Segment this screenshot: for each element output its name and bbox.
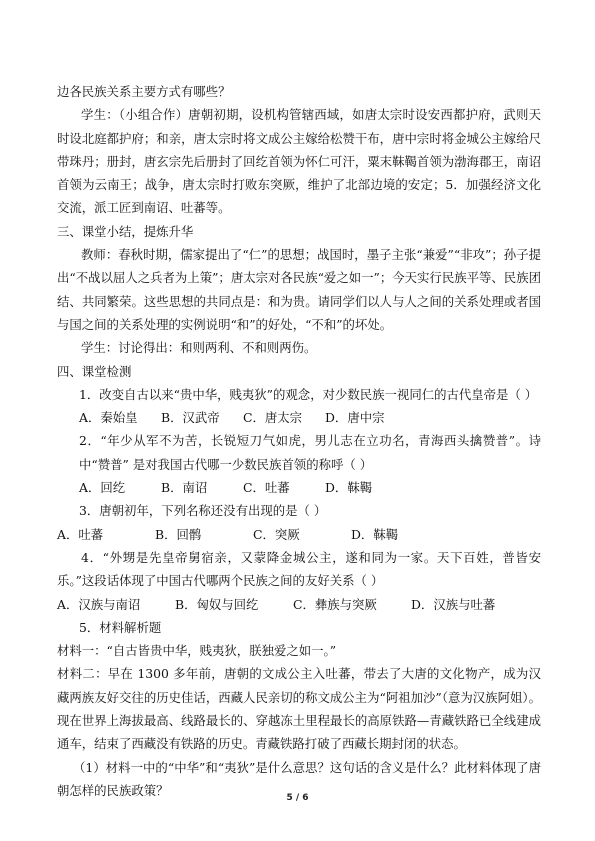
material-1: 材料一：“自古皆贵中华，贱夷狄，朕独爱之如一。” (57, 643, 337, 659)
material-2: 材料二：早在 1300 多年前，唐朝的文成公主入吐蕃，带去了大唐的文化物产，成为汉藏两族友好交往的历史佳话，西藏人民亲切的称文成公主为“阿祖加沙”（意为汉族阿姐）。现在世界上海拔最高、线路最长的、穿越冻土里程最长的高原铁路—青藏铁路已全线建成通车，结束了西藏没有铁路的历史。青藏铁路打破了西藏长期封闭的状态。 (57, 666, 541, 752)
section-heading: 三、课堂小结，提炼升华 (57, 223, 194, 239)
question-1: 1．改变自古以来“贵中华，贱夷狄”的观念，对少数民族一视同仁的古代皇帝是（ ） (79, 386, 538, 402)
question-1-options (57, 406, 541, 429)
option: D．唐中宗 (325, 410, 385, 426)
question-2-options (57, 476, 541, 499)
student-answer: 学生：（小组合作）唐朝初期，设机构管辖西域，如唐太宗时设安西都护府，武则天时设北庭都护府；和亲，唐太宗时将文成公主嫁给松赞干布，唐中宗时将金城公主嫁给尺带珠丹；册封，唐玄宗先后册封了回纥首领为怀仁可汗，粟末靺鞨首领为渤海郡王，南诏首领为云南王；战争，唐太宗时打败东突厥，维护了北部边境的安定；5．加强经济文化交流，派工匠到南诏、吐蕃等。 (57, 107, 541, 216)
page-content (57, 80, 541, 802)
option: B．匈奴与回纥 (175, 596, 259, 612)
option: B．南诏 (161, 480, 208, 496)
teacher-paragraph: 教师：春秋时期，儒家提出了“仁”的思想；战国时，墨子主张“兼爱”“非攻”；孙子提出“不战以屈人之兵者为上策”；唐太宗对各民族“爱之如一”；今天实行民族平等、民族团结、共同繁荣。这些思想的共同点是：和为贵。请同学们以人与人之间的关系处理或者国与国之间的关系处理的实例说明“和”的好处，“不和”的坏处。 (57, 247, 541, 332)
text-line: 边各民族关系主要方式有哪些？ (57, 84, 231, 99)
option: C．突厥 (253, 526, 300, 542)
option: D．靺鞨 (351, 526, 399, 542)
option: B．汉武帝 (161, 410, 220, 426)
option: A．汉族与南诏 (57, 596, 141, 612)
material-question-1: （1）材料一中的“中华”和“夷狄”是什么意思？这句话的含义是什么？此材料体现了唐朝怎样的民族政策？ (57, 759, 541, 798)
option: D．汉族与吐蕃 (411, 596, 496, 612)
question-5: 5．材料解析题 (79, 619, 162, 635)
section-heading: 四、课堂检测 (57, 363, 132, 379)
question-4-options (57, 593, 541, 616)
option: D．靺鞨 (325, 480, 373, 496)
question-3-options (57, 523, 541, 546)
question-3: 3．唐朝初年，下列名称还没有出现的是（ ） (79, 503, 327, 519)
option: C．吐蕃 (243, 480, 290, 496)
question-4: 4．“外甥是先皇帝舅宿亲，又蒙降金城公主，遂和同为一家。天下百姓，普皆安乐。”这段话体现了中国古代哪两个民族之间的友好关系（ ） (57, 549, 541, 589)
page-number: 5 / 6 (286, 793, 309, 803)
option: B．回鹘 (155, 526, 202, 542)
option: C．唐太宗 (243, 410, 303, 426)
question-2 (57, 429, 541, 476)
student-paragraph: 学生：讨论得出：和则两利、不和则两伤。 (81, 340, 317, 356)
option: A．秦始皇 (79, 410, 138, 426)
option: C．彝族与突厥 (293, 596, 377, 612)
option: A．吐蕃 (57, 526, 104, 542)
option: A．回纥 (79, 480, 126, 496)
question-2-text: 2．“年少从军不为苦，长锐短刀气如虎，男儿志在立功名，青海西头擒赞普”。诗中“赞普” 是对我国古代哪一少数民族首领的称呼（ ） (79, 433, 541, 472)
